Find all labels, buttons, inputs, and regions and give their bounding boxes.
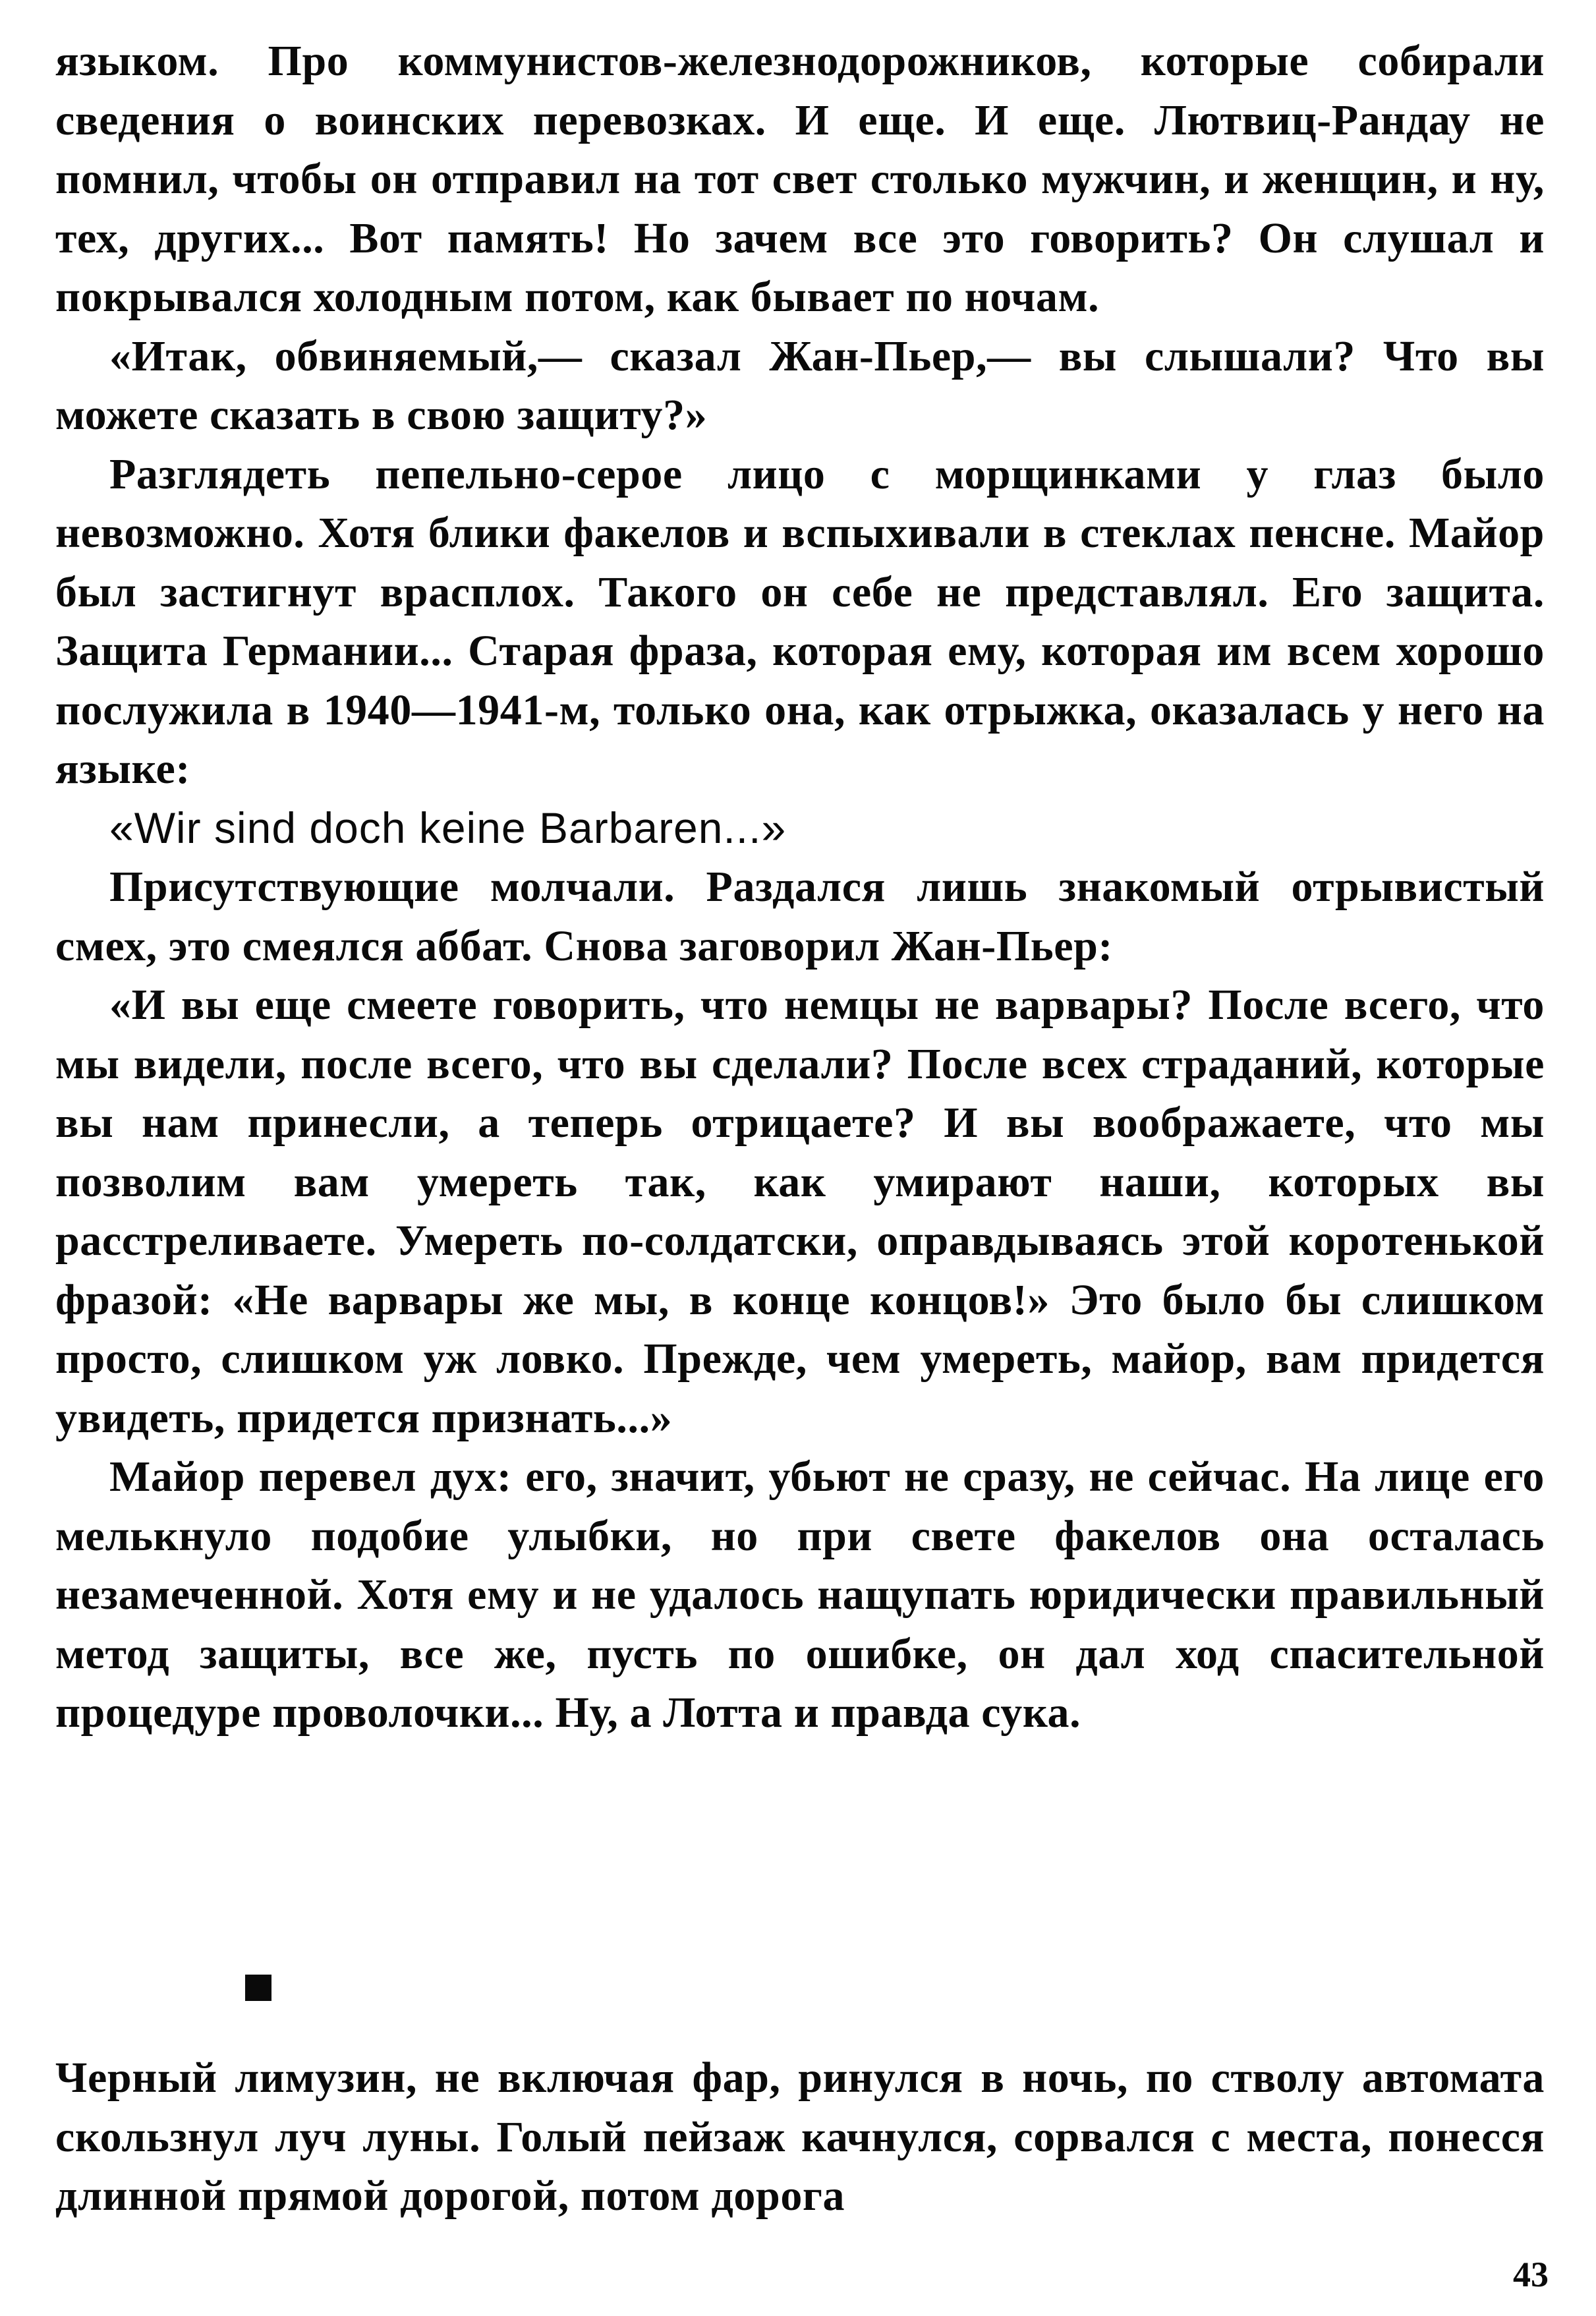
paragraph-major-face: Разглядеть пепельно-серое лицо с морщинками у глаз было невозможно. Хотя блики факелов и вспыхивали в стеклах пенсне. Майор был застигнут врасплох. Такого он себе не представлял. Его защита. Защита Германии... Старая фраза, которая ему, которая им всем хорошо послужила в 1940—1941-м, только она, как отрыжка, оказалась у него на языке: bbox=[55, 449, 1545, 793]
paragraph-silence: Присутствующие молчали. Раздался лишь знакомый отрывистый смех, это смеялся аббат. Снова заговорил Жан-Пьер: bbox=[55, 863, 1545, 970]
page-body bbox=[55, 32, 1545, 1743]
section-break-square bbox=[245, 1975, 271, 2001]
paragraph-continuation: языком. Про коммунистов-железнодорожников, которые собирали сведения о воинских перевозках. И еще. И еще. Лютвиц-Рандау не помнил, чтобы он отправил на тот свет столько мужчин, и женщин, и ну, тех, других... Вот память! Но зачем все это говорить? Он слушал и покрывался холодным потом, как бывает по ночам. bbox=[55, 37, 1545, 321]
next-section bbox=[55, 2048, 1545, 2226]
paragraph-accusation: «Итак, обвиняемый,— сказал Жан-Пьер,— вы слышали? Что вы можете сказать в свою защиту?» bbox=[55, 332, 1545, 439]
paragraph-limousine: Черный лимузин, не включая фар, ринулся в ночь, по стволу автомата скользнул луч луны. Голый пейзаж качнулся, сорвался с места, понесся длинной прямой дорогой, потом дорога bbox=[55, 2054, 1545, 2220]
page-number: 43 bbox=[1513, 2255, 1549, 2294]
paragraph-major-relief: Майор перевел дух: его, значит, убьют не сразу, не сейчас. На лице его мелькнуло подобие улыбки, но при свете факелов она осталась незамеченной. Хотя ему и не удалось нащупать юридически правильный метод защиты, все же, пусть по ошибке, он дал ход спасительной процедуре проволочки... Ну, а Лотта и правда сука. bbox=[55, 1453, 1545, 1737]
paragraph-jean-pierre-speech: «И вы еще смеете говорить, что немцы не варвары? После всего, что мы видели, после всего, что вы сделали? После всех страданий, которые вы нам принесли, а теперь отрицаете? И вы воображаете, что мы позволим вам умереть так, как умирают наши, которых вы расстреливаете. Умереть по-солдатски, оправдываясь этой коротенькой фразой: «Не варвары же мы, в конце концов!» Это было бы слишком просто, слишком уж ловко. Прежде, чем умереть, майор, вам придется увидеть, придется признать...» bbox=[55, 981, 1545, 1442]
paragraph-german-quote: «Wir sind doch keine Barbaren...» bbox=[109, 803, 787, 852]
